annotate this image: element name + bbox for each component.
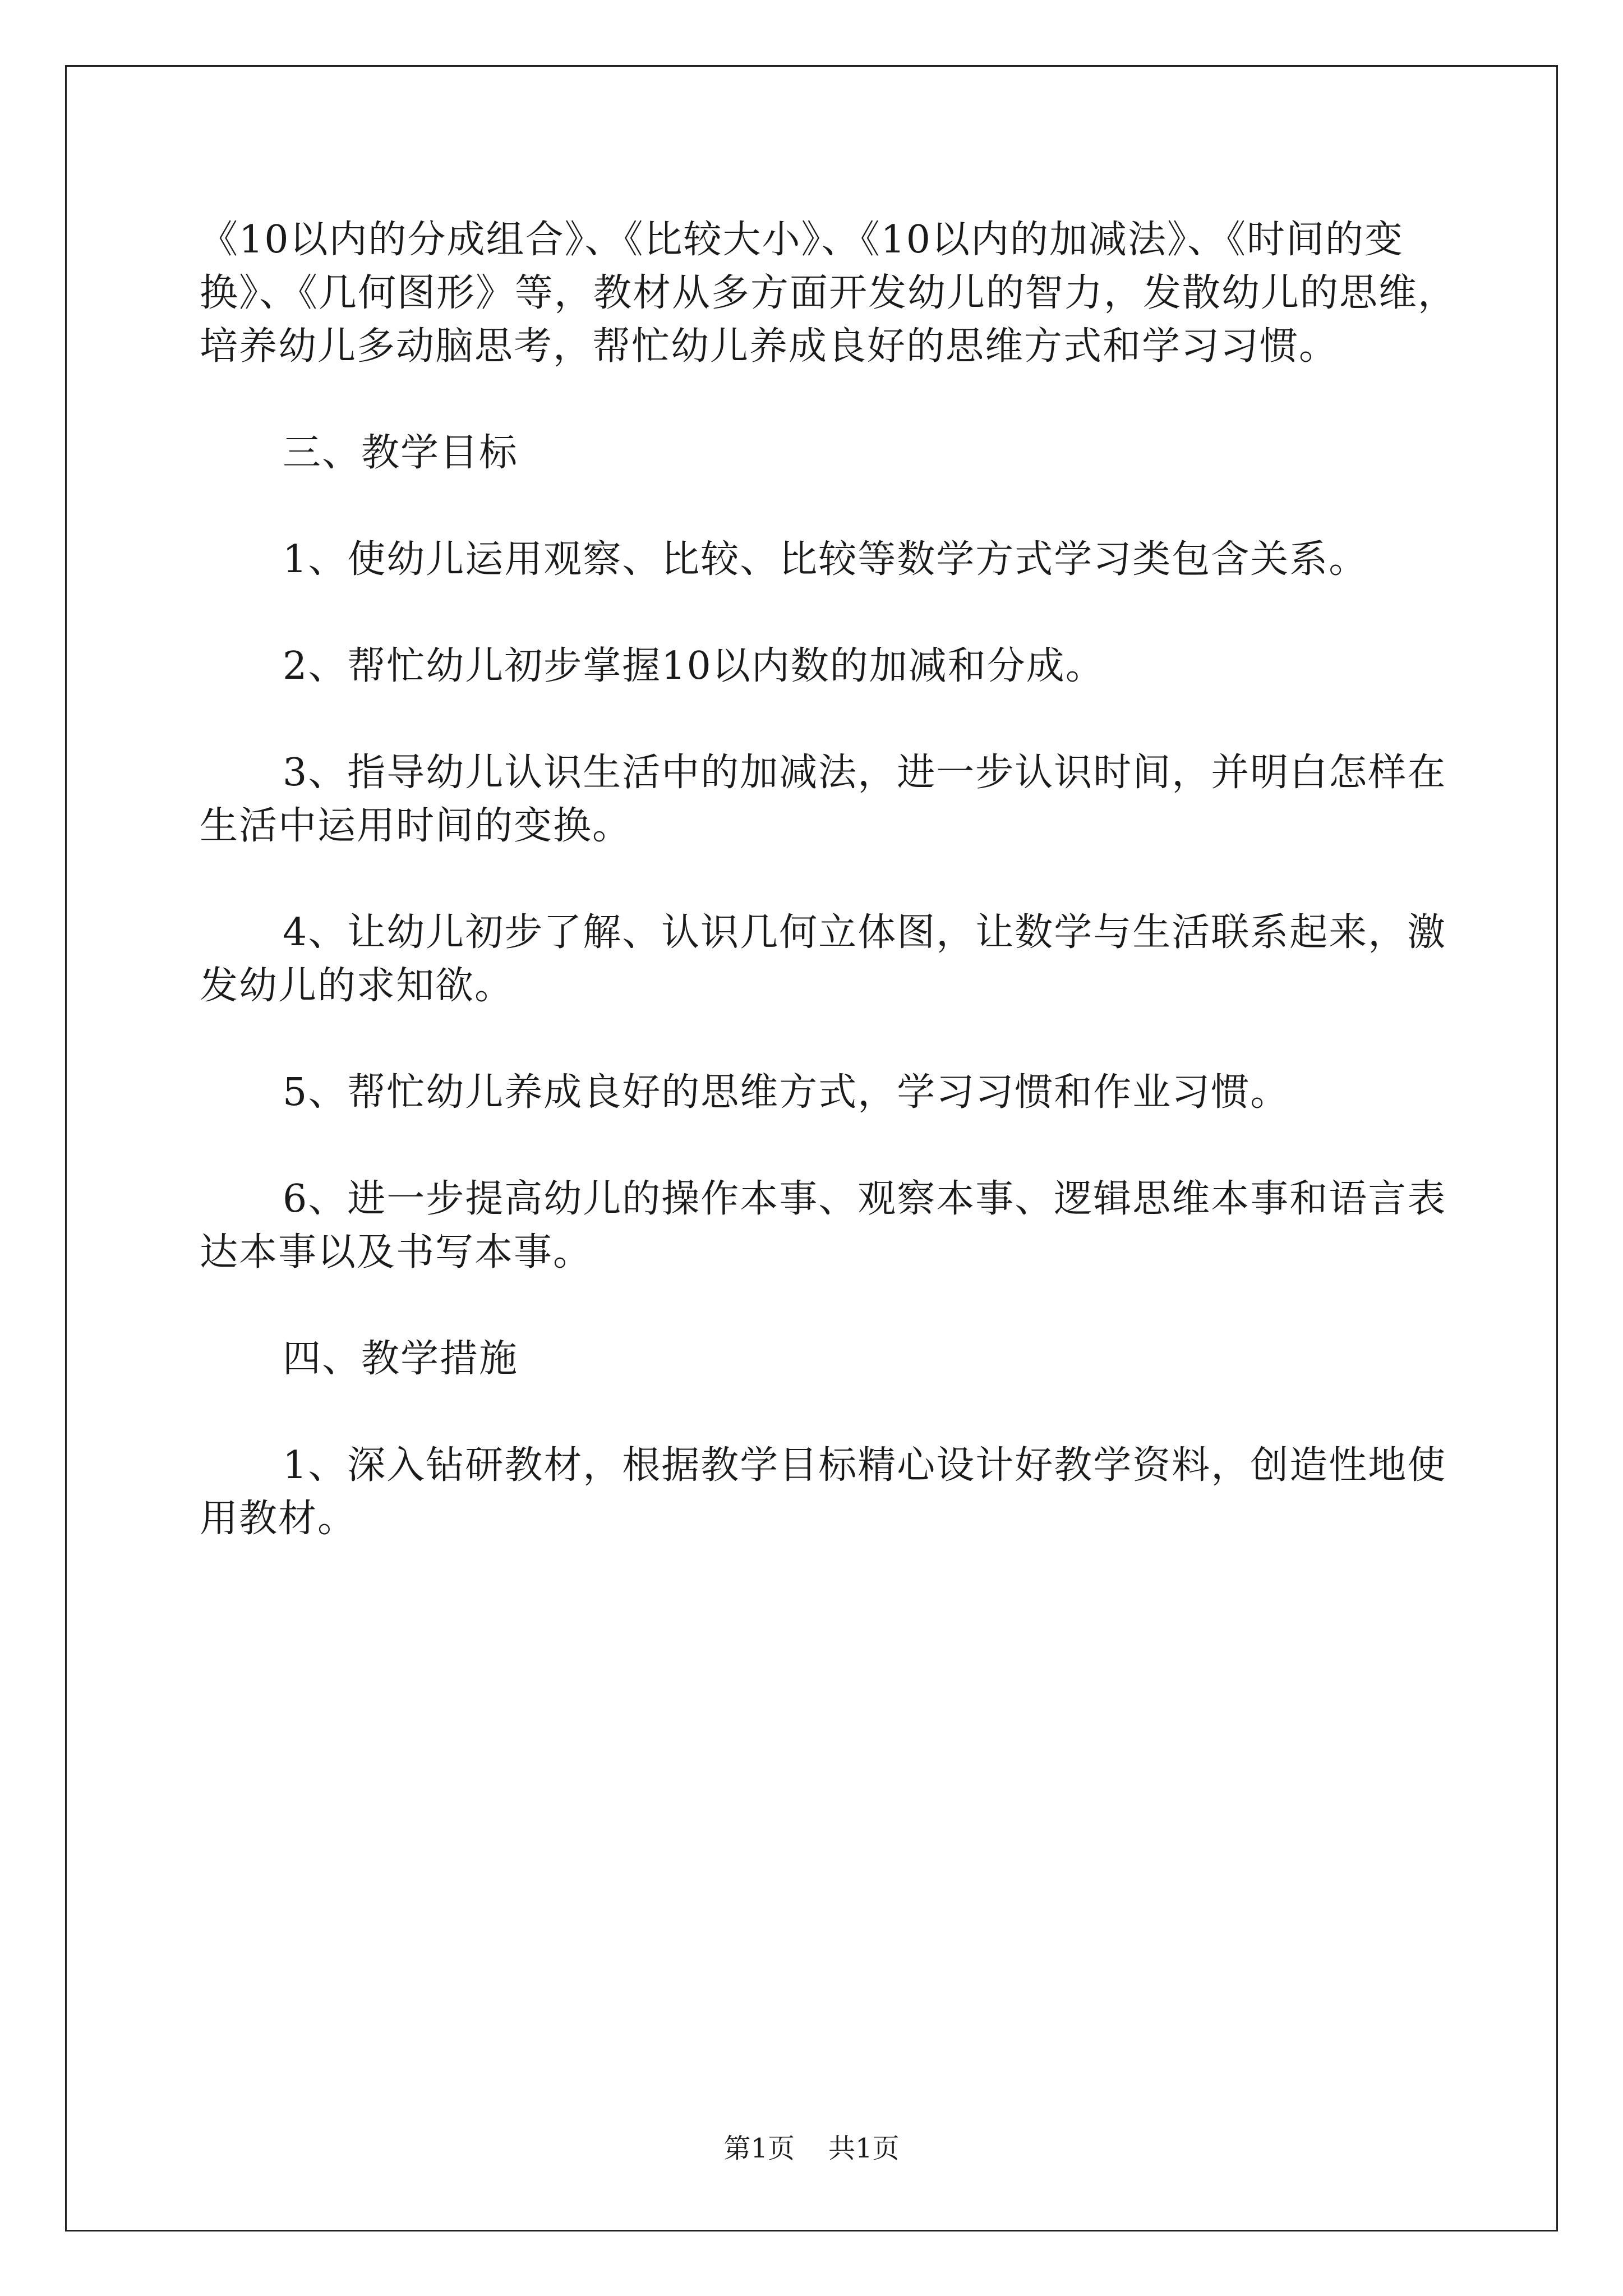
section-heading-3: 三、教学目标 [283,431,519,475]
goal-item-2: 2、帮忙幼儿初步掌握10以内数的加减和分成。 [283,644,1105,688]
goal-item-6: 6、进一步提高幼儿的操作本事、观察本事、逻辑思维本事和语言表达本事以及书写本事。 [200,1177,1447,1274]
page-footer [0,2132,1623,2165]
document-body [200,213,1467,1599]
measure-item-1: 1、深入钻研教材，根据教学目标精心设计好教学资料，创造性地使用教材。 [200,1443,1447,1541]
goal-item-5: 5、帮忙幼儿养成良好的思维方式，学习习惯和作业习惯。 [283,1070,1290,1115]
goal-item-1: 1、使幼儿运用观察、比较、比较等数学方式学习类包含关系。 [283,537,1368,582]
section-heading-4: 四、教学措施 [283,1337,519,1381]
goal-item-3: 3、指导幼儿认识生活中的加减法，进一步认识时间，并明白怎样在生活中运用时间的变换。 [200,751,1447,848]
paragraph-1: 《10以内的分成组合》、《比较大小》、《10以内的加减法》、《时间的变换》、《几何图形》等，教材从多方面开发幼儿的智力，发散幼儿的思维，培养幼儿多动脑思考，帮忙幼儿养成良好的思维方式和学习习惯。 [200,218,1458,369]
page-number: 第1页 [723,2133,795,2164]
page-total: 共1页 [828,2133,900,2164]
goal-item-4: 4、让幼儿初步了解、认识几何立体图，让数学与生活联系起来，激发幼儿的求知欲。 [200,910,1447,1008]
